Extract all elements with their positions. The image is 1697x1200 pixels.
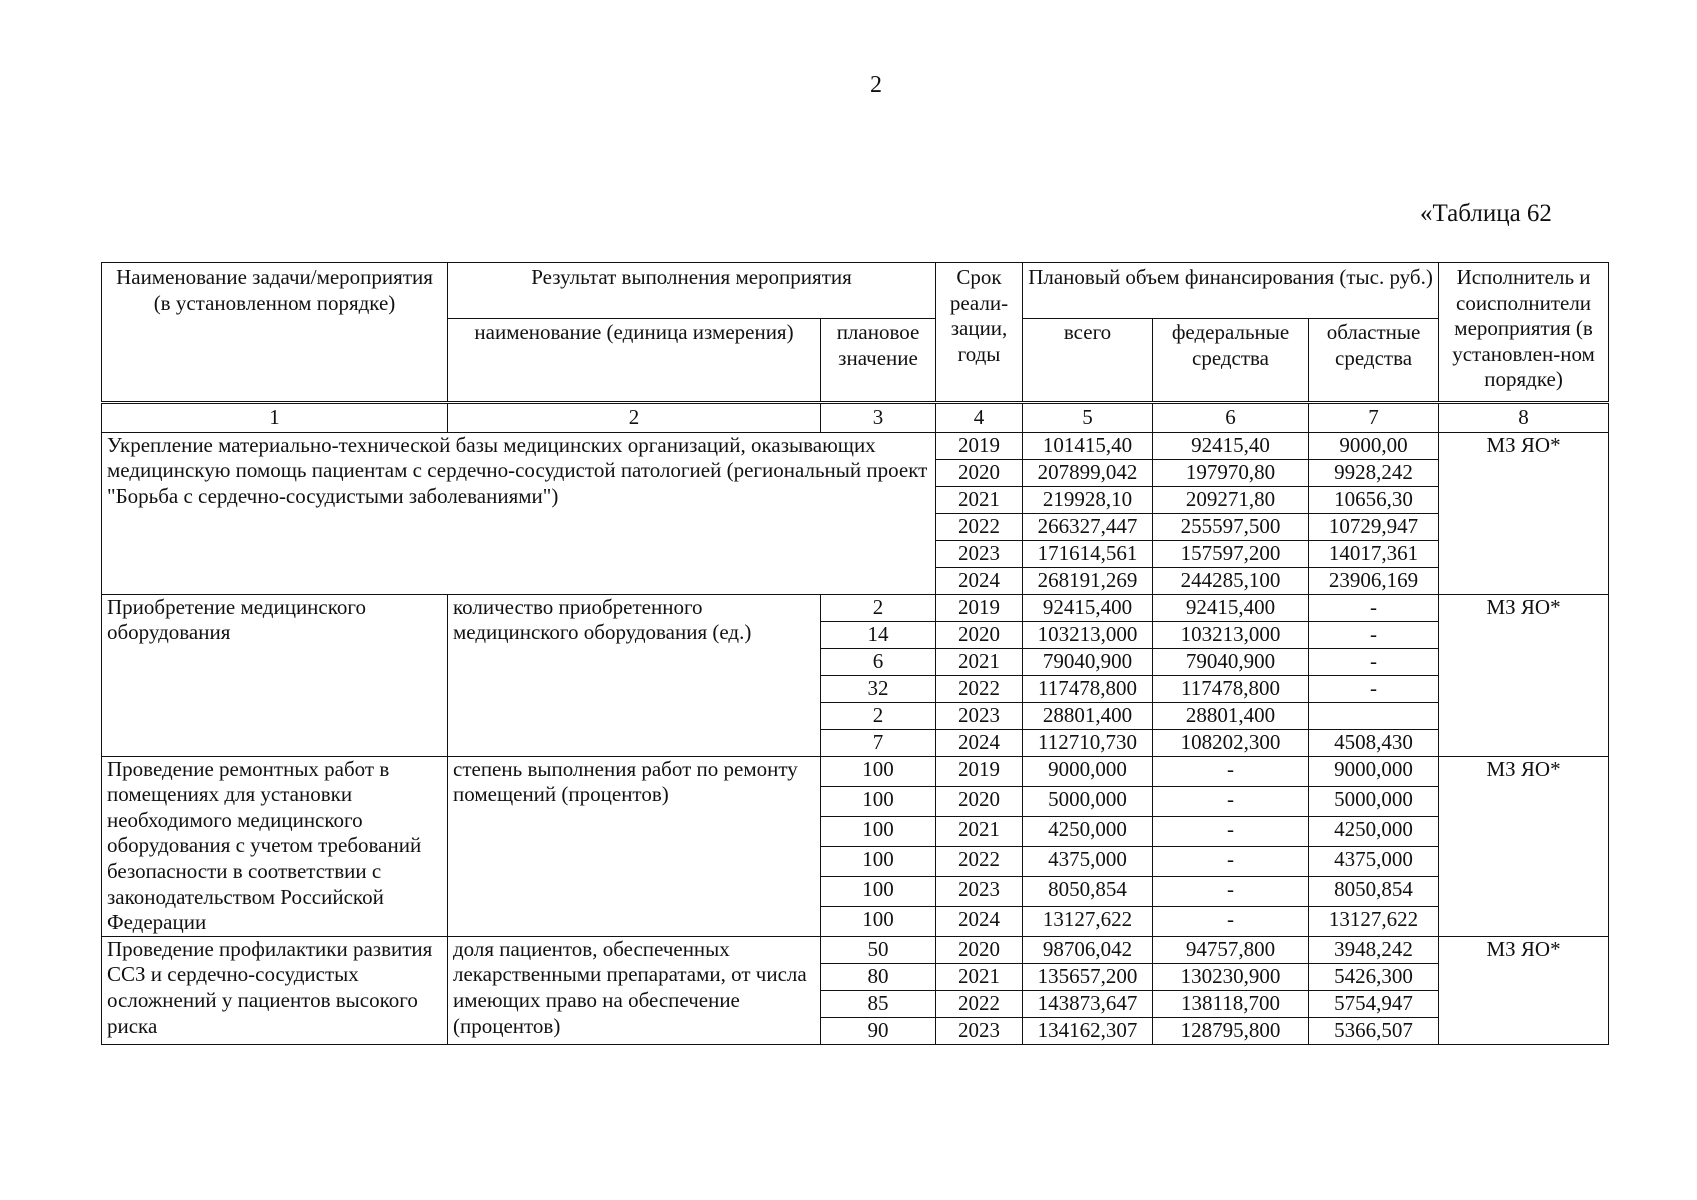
planned-value: 6 bbox=[821, 648, 936, 675]
header-term: Срок реали-зации, годы bbox=[936, 263, 1023, 403]
regional-cell: 14017,361 bbox=[1309, 540, 1439, 567]
federal-cell: 92415,40 bbox=[1153, 432, 1309, 459]
table-row bbox=[102, 432, 1609, 459]
regional-cell: 4250,000 bbox=[1309, 816, 1439, 846]
page-number: 2 bbox=[870, 72, 882, 98]
federal-cell: 28801,400 bbox=[1153, 702, 1309, 729]
total-cell: 171614,561 bbox=[1023, 540, 1153, 567]
year-cell: 2020 bbox=[936, 936, 1023, 963]
federal-cell: 108202,300 bbox=[1153, 729, 1309, 756]
total-cell: 103213,000 bbox=[1023, 621, 1153, 648]
planned-value: 85 bbox=[821, 990, 936, 1017]
federal-cell: 138118,700 bbox=[1153, 990, 1309, 1017]
regional-cell: - bbox=[1309, 594, 1439, 621]
year-cell: 2020 bbox=[936, 786, 1023, 816]
regional-cell: - bbox=[1309, 648, 1439, 675]
year-cell: 2021 bbox=[936, 816, 1023, 846]
year-cell: 2021 bbox=[936, 486, 1023, 513]
regional-cell: 13127,622 bbox=[1309, 906, 1439, 936]
federal-cell: 197970,80 bbox=[1153, 459, 1309, 486]
task-title: Укрепление материально-технической базы медицинских организаций, оказывающих медицинскую помощь пациентам с сердечно-сосудистой патологией (региональный проект "Борьба с сердечно-сосудистыми заболеваниями") bbox=[102, 432, 936, 594]
header-total: всего bbox=[1023, 319, 1153, 403]
executor-cell: МЗ ЯО* bbox=[1439, 936, 1609, 1044]
task-title: Проведение профилактики развития ССЗ и сердечно-сосудистых осложнений у пациентов высокого риска bbox=[102, 936, 448, 1044]
year-cell: 2022 bbox=[936, 990, 1023, 1017]
planned-value: 100 bbox=[821, 876, 936, 906]
executor-cell: МЗ ЯО* bbox=[1439, 594, 1609, 756]
planned-value: 2 bbox=[821, 594, 936, 621]
year-cell: 2024 bbox=[936, 729, 1023, 756]
year-cell: 2020 bbox=[936, 621, 1023, 648]
header-federal: федеральные средства bbox=[1153, 319, 1309, 403]
regional-cell: 5426,300 bbox=[1309, 963, 1439, 990]
federal-cell: - bbox=[1153, 906, 1309, 936]
total-cell: 4375,000 bbox=[1023, 846, 1153, 876]
regional-cell bbox=[1309, 702, 1439, 729]
regional-cell: 8050,854 bbox=[1309, 876, 1439, 906]
regional-cell: - bbox=[1309, 621, 1439, 648]
result-name: количество приобретенного медицинского оборудования (ед.) bbox=[448, 594, 821, 756]
year-cell: 2022 bbox=[936, 513, 1023, 540]
total-cell: 135657,200 bbox=[1023, 963, 1153, 990]
planned-value: 50 bbox=[821, 936, 936, 963]
federal-cell: 94757,800 bbox=[1153, 936, 1309, 963]
col-number: 6 bbox=[1153, 403, 1309, 433]
regional-cell: 10656,30 bbox=[1309, 486, 1439, 513]
total-cell: 207899,042 bbox=[1023, 459, 1153, 486]
planned-value: 100 bbox=[821, 906, 936, 936]
regional-cell: 5000,000 bbox=[1309, 786, 1439, 816]
federal-cell: - bbox=[1153, 756, 1309, 786]
planned-value: 100 bbox=[821, 846, 936, 876]
col-number: 2 bbox=[448, 403, 821, 433]
task-title: Проведение ремонтных работ в помещениях для установки необходимого медицинского оборудования с учетом требований безопасности в соответствии с законодательством Российской Федерации bbox=[102, 756, 448, 936]
federal-cell: 92415,400 bbox=[1153, 594, 1309, 621]
executor-cell: МЗ ЯО* bbox=[1439, 756, 1609, 936]
planned-value: 14 bbox=[821, 621, 936, 648]
total-cell: 4250,000 bbox=[1023, 816, 1153, 846]
table-row bbox=[102, 756, 1609, 786]
col-number: 7 bbox=[1309, 403, 1439, 433]
regional-cell: 4375,000 bbox=[1309, 846, 1439, 876]
column-numbers-row bbox=[102, 403, 1609, 433]
total-cell: 8050,854 bbox=[1023, 876, 1153, 906]
header-result-group: Результат выполнения мероприятия bbox=[448, 263, 936, 319]
year-cell: 2023 bbox=[936, 540, 1023, 567]
regional-cell: 3948,242 bbox=[1309, 936, 1439, 963]
year-cell: 2021 bbox=[936, 648, 1023, 675]
total-cell: 134162,307 bbox=[1023, 1017, 1153, 1044]
planned-value: 2 bbox=[821, 702, 936, 729]
table-row bbox=[102, 936, 1609, 963]
total-cell: 5000,000 bbox=[1023, 786, 1153, 816]
total-cell: 268191,269 bbox=[1023, 567, 1153, 594]
planned-value: 100 bbox=[821, 786, 936, 816]
regional-cell: 23906,169 bbox=[1309, 567, 1439, 594]
total-cell: 112710,730 bbox=[1023, 729, 1153, 756]
year-cell: 2024 bbox=[936, 906, 1023, 936]
year-cell: 2024 bbox=[936, 567, 1023, 594]
regional-cell: - bbox=[1309, 675, 1439, 702]
total-cell: 219928,10 bbox=[1023, 486, 1153, 513]
federal-cell: - bbox=[1153, 876, 1309, 906]
year-cell: 2022 bbox=[936, 675, 1023, 702]
federal-cell: 117478,800 bbox=[1153, 675, 1309, 702]
federal-cell: 130230,900 bbox=[1153, 963, 1309, 990]
year-cell: 2023 bbox=[936, 876, 1023, 906]
year-cell: 2019 bbox=[936, 756, 1023, 786]
header-result-name: наименование (единица измерения) bbox=[448, 319, 821, 403]
total-cell: 101415,40 bbox=[1023, 432, 1153, 459]
result-name: доля пациентов, обеспеченных лекарственными препаратами, от числа имеющих право на обеспечение (процентов) bbox=[448, 936, 821, 1044]
federal-cell: - bbox=[1153, 816, 1309, 846]
total-cell: 143873,647 bbox=[1023, 990, 1153, 1017]
regional-cell: 5754,947 bbox=[1309, 990, 1439, 1017]
year-cell: 2019 bbox=[936, 432, 1023, 459]
federal-cell: 255597,500 bbox=[1153, 513, 1309, 540]
regional-cell: 9928,242 bbox=[1309, 459, 1439, 486]
total-cell: 28801,400 bbox=[1023, 702, 1153, 729]
col-number: 4 bbox=[936, 403, 1023, 433]
header-finance-group: Плановый объем финансирования (тыс. руб.) bbox=[1023, 263, 1439, 319]
regional-cell: 9000,000 bbox=[1309, 756, 1439, 786]
result-name: степень выполнения работ по ремонту помещений (процентов) bbox=[448, 756, 821, 936]
total-cell: 79040,900 bbox=[1023, 648, 1153, 675]
header-result-value: плановое значение bbox=[821, 319, 936, 403]
total-cell: 92415,400 bbox=[1023, 594, 1153, 621]
financing-table bbox=[101, 262, 1609, 1045]
total-cell: 9000,000 bbox=[1023, 756, 1153, 786]
year-cell: 2019 bbox=[936, 594, 1023, 621]
total-cell: 13127,622 bbox=[1023, 906, 1153, 936]
federal-cell: - bbox=[1153, 786, 1309, 816]
header-row bbox=[102, 263, 1609, 319]
regional-cell: 10729,947 bbox=[1309, 513, 1439, 540]
task-title: Приобретение медицинского оборудования bbox=[102, 594, 448, 756]
col-number: 8 bbox=[1439, 403, 1609, 433]
regional-cell: 9000,00 bbox=[1309, 432, 1439, 459]
header-executor: Исполнитель и соисполнители мероприятия (в установлен-ном порядке) bbox=[1439, 263, 1609, 403]
regional-cell: 4508,430 bbox=[1309, 729, 1439, 756]
federal-cell: 244285,100 bbox=[1153, 567, 1309, 594]
table-caption: «Таблица 62 bbox=[1420, 200, 1552, 227]
federal-cell: 103213,000 bbox=[1153, 621, 1309, 648]
planned-value: 100 bbox=[821, 756, 936, 786]
federal-cell: - bbox=[1153, 846, 1309, 876]
planned-value: 90 bbox=[821, 1017, 936, 1044]
federal-cell: 79040,900 bbox=[1153, 648, 1309, 675]
planned-value: 80 bbox=[821, 963, 936, 990]
col-number: 3 bbox=[821, 403, 936, 433]
federal-cell: 128795,800 bbox=[1153, 1017, 1309, 1044]
col-number: 1 bbox=[102, 403, 448, 433]
year-cell: 2023 bbox=[936, 1017, 1023, 1044]
regional-cell: 5366,507 bbox=[1309, 1017, 1439, 1044]
planned-value: 7 bbox=[821, 729, 936, 756]
total-cell: 98706,042 bbox=[1023, 936, 1153, 963]
table-row bbox=[102, 594, 1609, 621]
year-cell: 2022 bbox=[936, 846, 1023, 876]
planned-value: 100 bbox=[821, 816, 936, 846]
header-regional: областные средства bbox=[1309, 319, 1439, 403]
year-cell: 2023 bbox=[936, 702, 1023, 729]
year-cell: 2021 bbox=[936, 963, 1023, 990]
total-cell: 117478,800 bbox=[1023, 675, 1153, 702]
year-cell: 2020 bbox=[936, 459, 1023, 486]
total-cell: 266327,447 bbox=[1023, 513, 1153, 540]
col-number: 5 bbox=[1023, 403, 1153, 433]
planned-value: 32 bbox=[821, 675, 936, 702]
federal-cell: 157597,200 bbox=[1153, 540, 1309, 567]
header-task-name: Наименование задачи/мероприятия (в установленном порядке) bbox=[102, 263, 448, 403]
executor-cell: МЗ ЯО* bbox=[1439, 432, 1609, 594]
federal-cell: 209271,80 bbox=[1153, 486, 1309, 513]
